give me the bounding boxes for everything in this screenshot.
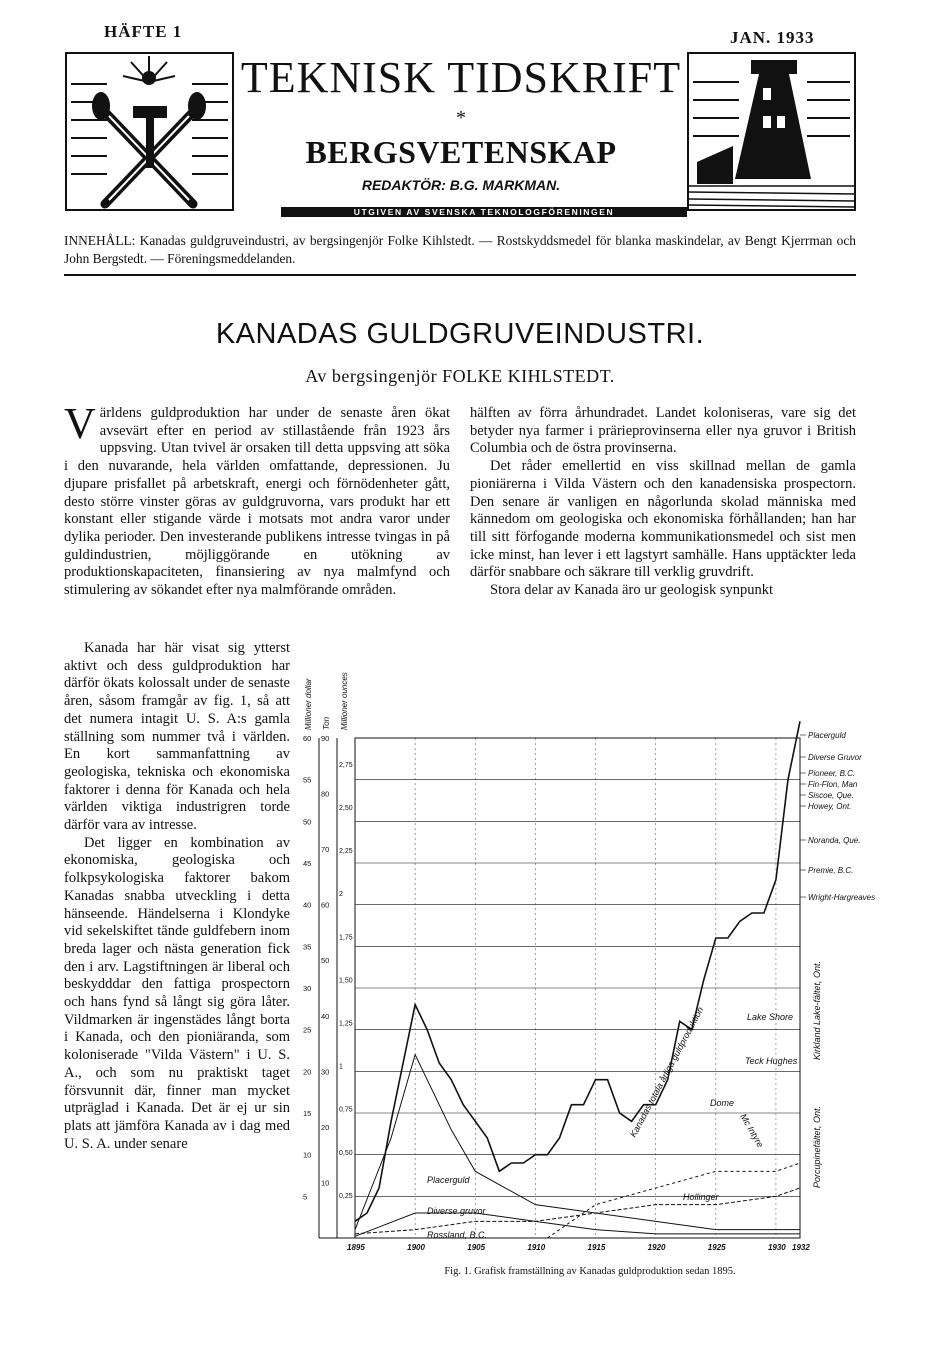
right-label: Pioneer, B.C. bbox=[808, 769, 856, 778]
y-tick-dollars: 45 bbox=[303, 859, 312, 868]
y-tick-dollars: 5 bbox=[303, 1192, 308, 1202]
paragraph-2: Kanada har här visat sig ytterst aktivt och dess guldproduktion har därför ökats kolossalt under de senaste åren, såsom framgår av fig. 1, så att det numera intagit U. S. A:s gamla ställning som nummer två i världen. En kort sammanfattning av geologiska, tekniska och ekonomiska faktorer i denna för Kanada och hela världen viktiga industrigren torde därför vara av intresse. bbox=[64, 640, 290, 834]
axis-label-tons: Ton bbox=[322, 716, 331, 730]
section-title: BERGSVETENSKAP bbox=[305, 134, 617, 170]
y-tick-tons: 10 bbox=[321, 1178, 330, 1188]
label-lake-shore: Lake Shore bbox=[747, 1012, 794, 1022]
right-label: Howey, Ont. bbox=[808, 802, 852, 811]
label-hollinger: Hollinger bbox=[683, 1192, 719, 1202]
right-label: Wright-Hargreaves bbox=[808, 893, 876, 902]
y-tick-tons: 90 bbox=[321, 734, 330, 743]
y-tick-ounces: 1,50 bbox=[339, 977, 353, 985]
label-dome: Dome bbox=[710, 1098, 735, 1108]
article-byline: Av bergsingenjör FOLKE KIHLSTEDT. bbox=[305, 366, 615, 386]
mine-headframe-illustration bbox=[687, 52, 856, 211]
editor-line: REDAKTÖR: B.G. MARKMAN. bbox=[361, 177, 561, 193]
x-tick-label: 1915 bbox=[587, 1243, 606, 1252]
x-tick-label: 1910 bbox=[527, 1243, 546, 1252]
x-tick-label: 1895 bbox=[347, 1243, 365, 1252]
y-tick-ounces: 2,75 bbox=[339, 761, 353, 769]
paragraph-3: Det ligger en kombination av ekonomiska, geologiska och folkpsykologiska faktorer bakom Kanadas snabba utveckling i detta hänseende. Händelserna i Klondyke vid sekelskiftet tände guldfebern inom breda lager och nästa generation fick den i arv. Lagstiftningen är liberal och beskydddar den fattiga prospectorn och hans fynd så långt sig göra låter. Vildmarken är ingenstädes långt borta i Kanada, och den pioniäranda, som koloniserade "Vilda Västern" i U. S. A., och som nu praktiskt taget försvunnit där, finner man mycket utpräglad i Kanada. Det är ej ur sin plats att jämföra Kanada av i dag med U. S. A. under senare bbox=[64, 834, 290, 1152]
axis-label-dollars: Millioner dollar bbox=[304, 678, 313, 730]
right-column bbox=[470, 405, 856, 600]
series-rossland bbox=[355, 1213, 800, 1236]
y-tick-ounces: 1,25 bbox=[339, 1020, 353, 1028]
label-placer: Placerguld bbox=[427, 1175, 470, 1185]
figure-caption: Fig. 1. Grafisk framställning av Kanadas guldproduktion sedan 1895. bbox=[444, 1266, 736, 1277]
y-tick-tons: 50 bbox=[321, 956, 330, 966]
label-misc-mines: Diverse gruvor bbox=[427, 1206, 486, 1216]
journal-title: TEKNISK TIDSKRIFT bbox=[240, 53, 682, 102]
y-tick-ounces: 2,25 bbox=[339, 848, 353, 856]
y-tick-dollars: 30 bbox=[303, 984, 312, 993]
title-ornament: * bbox=[456, 107, 466, 129]
table-of-contents: INNEHÅLL: Kanadas guldgruveindustri, av bergsingenjör Folke Kihlstedt. — Rostskyddsmedel för blanka maskindelar, av Bengt Kjerrman och John Bergstedt. — Föreningsmeddelanden. bbox=[64, 233, 856, 266]
x-tick-label: 1900 bbox=[407, 1243, 425, 1252]
right-label: Placerguld bbox=[808, 731, 846, 740]
y-tick-tons: 40 bbox=[321, 1011, 330, 1021]
y-tick-dollars: 20 bbox=[303, 1067, 312, 1077]
y-tick-ounces: 2 bbox=[339, 891, 343, 899]
y-tick-tons: 80 bbox=[321, 789, 330, 799]
y-tick-dollars: 10 bbox=[303, 1150, 312, 1160]
right-label: Premie, B.C. bbox=[808, 866, 854, 875]
y-tick-dollars: 60 bbox=[303, 734, 312, 743]
drop-cap: V bbox=[64, 399, 96, 448]
label-porcupine-field: Porcupinefältet, Ont. bbox=[812, 1105, 822, 1188]
y-tick-tons: 70 bbox=[321, 845, 330, 855]
y-tick-ounces: 1 bbox=[339, 1063, 343, 1071]
right-label: Fin-Flon, Man bbox=[808, 780, 858, 789]
y-tick-dollars: 25 bbox=[303, 1025, 312, 1035]
masthead bbox=[65, 52, 857, 220]
y-tick-ounces: 2,50 bbox=[339, 804, 353, 812]
x-tick-label: 1925 bbox=[707, 1243, 726, 1252]
y-tick-ounces: 0,50 bbox=[339, 1149, 353, 1157]
left-column-top bbox=[64, 399, 450, 600]
issue-number: HÄFTE 1 bbox=[104, 22, 183, 41]
x-tick-label: 1930 bbox=[767, 1243, 786, 1252]
y-tick-ounces: 0,25 bbox=[339, 1192, 353, 1200]
paragraph-4: hälften av förra århundradet. Landet koloniseras, vare sig det betyder nya farmer i prärieprovinserna eller nya gruvor i British Columbia och de östra provinserna. bbox=[470, 405, 856, 457]
contents-divider bbox=[64, 274, 856, 276]
paragraph-5: Det råder emellertid en viss skillnad mellan de gamla pioniärerna i Vilda Västern och den kanadensiska prospectorn. Den senare är vanligen en någorlunda skolad människa med kännedom om geologiska och ekonomiska förhållanden; han har till sitt förfogande moderna kommunikationsmedel och sist men icke minst, han lever i ett lagstyrt samhälle. Hans upptäckter leda därför snabbare och säkrare till verklig gruvdrift. bbox=[470, 458, 856, 581]
y-tick-dollars: 55 bbox=[303, 775, 312, 785]
gold-production-chart bbox=[303, 668, 876, 1264]
issue-date: JAN. 1933 bbox=[730, 28, 815, 47]
y-tick-tons: 20 bbox=[321, 1122, 330, 1132]
x-tick-label: 1932 bbox=[792, 1243, 810, 1252]
y-tick-dollars: 40 bbox=[303, 900, 312, 910]
label-teck-hughes: Teck Hughes bbox=[745, 1056, 798, 1066]
article-title: KANADAS GULDGRUVEINDUSTRI. bbox=[215, 318, 705, 350]
left-column-narrow bbox=[64, 640, 290, 1153]
hammer-torch-emblem bbox=[65, 52, 234, 211]
y-tick-dollars: 50 bbox=[303, 817, 312, 827]
paragraph-6: Stora delar av Kanada äro ur geologisk synpunkt bbox=[490, 582, 774, 599]
publisher-banner: UTGIVEN AV SVENSKA TEKNOLOGFÖRENINGEN bbox=[281, 207, 687, 217]
y-tick-tons: 60 bbox=[321, 900, 330, 910]
series-hollinger bbox=[547, 1163, 800, 1238]
paragraph-1: ärldens guldproduktion har under de senaste åren ökat avsevärt efter en period av stillastående från 1923 års uppsving. Utan tvivel är orsaken till detta uppsving att söka i den nuvarande, hela världen omfattande, depressionen. Ju djupare prisfallet på arbetskraft, energi och förnödenheter gått, desto större vinster göras av guldgruvorna, vars produkt har ett konstant eller stigande värde i motsats mot andra varor under dylika perioder. Den investerande publikens intresse tvingas in på guldindustrien, möjliggörande en utökning av produktionskapaciteten, finansiering av nya malmfynd och stimulering av sökandet efter nya malmförande områden. bbox=[64, 405, 450, 599]
right-label: Noranda, Que. bbox=[808, 836, 861, 845]
series-placer bbox=[355, 1055, 800, 1230]
x-tick-label: 1905 bbox=[467, 1243, 486, 1252]
series-total bbox=[355, 721, 800, 1221]
y-tick-dollars: 35 bbox=[303, 942, 312, 952]
label-kirkland-field: Kirkland Lake-fältet, Ont. bbox=[812, 960, 822, 1060]
axis-label-ounces: Millioner ounces bbox=[340, 672, 349, 730]
label-total: Kanadas totala årliga guldproduktion bbox=[627, 1005, 706, 1139]
y-tick-ounces: 1,75 bbox=[339, 934, 353, 942]
right-label: Diverse Gruvor bbox=[808, 753, 862, 762]
x-tick-label: 1920 bbox=[647, 1243, 666, 1252]
y-tick-tons: 30 bbox=[321, 1067, 330, 1077]
y-tick-ounces: 0,75 bbox=[339, 1106, 353, 1114]
label-rossland: Rossland, B.C. bbox=[427, 1230, 488, 1240]
y-tick-dollars: 15 bbox=[303, 1109, 312, 1118]
right-label: Siscoe, Que. bbox=[808, 791, 854, 800]
label-mcintyre: Mc Intyre bbox=[738, 1112, 766, 1150]
